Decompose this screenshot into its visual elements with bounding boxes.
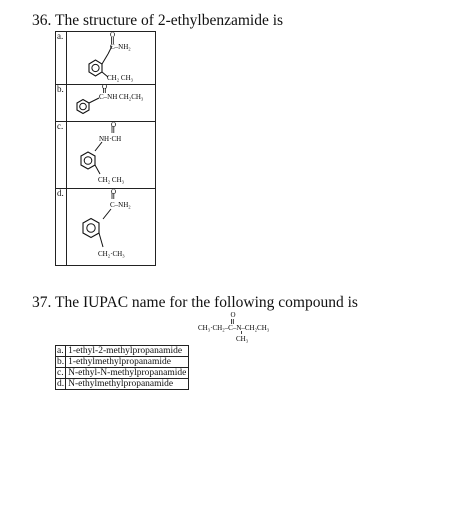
answer-a-row[interactable] (56, 346, 189, 357)
benzene-ring-icon (77, 100, 89, 114)
option-c-letter: c. (56, 122, 67, 189)
amide-group-label: C–NH₂ (110, 201, 131, 209)
question-37-answers-table (55, 345, 189, 390)
amide-group-label: NH·CH (99, 135, 122, 143)
answer-d-letter: d. (57, 379, 65, 389)
answer-b-row[interactable] (56, 357, 189, 368)
option-b-row[interactable] (56, 85, 156, 122)
option-b-structure (67, 85, 156, 122)
option-c-row[interactable] (56, 122, 156, 189)
answer-a-letter: a. (56, 346, 66, 357)
formula-methyl-label: CH₃ (236, 335, 249, 343)
aromatic-circle-icon (84, 157, 92, 165)
carbonyl-oxygen-label: O (111, 122, 117, 129)
ethyl-substituent-label: CH₂·CH₃ (98, 250, 125, 258)
carbonyl-oxygen-label: O (110, 32, 116, 39)
formula-main-label: CH₃·CH₂–C–N–CH₂CH₃ (198, 324, 270, 332)
aromatic-circle-icon (87, 224, 95, 232)
option-d-row[interactable] (56, 189, 156, 266)
question-36-options-table (55, 31, 156, 266)
ethyl-substituent-label: CH₂ CH₃ (107, 74, 134, 82)
answer-b-text: 1-ethylmethylpropanamide (66, 357, 189, 368)
option-b-letter: b. (56, 85, 67, 122)
benzene-ring-icon (81, 152, 95, 169)
carbonyl-oxygen-label: O (102, 85, 108, 91)
amide-group-label: C–NH₂ (110, 43, 131, 51)
option-d-letter: d. (56, 189, 67, 266)
ethyl-substituent-label: CH₂ CH₃ (98, 176, 125, 184)
formula-oxygen-label: O (230, 311, 236, 319)
question-36-title: 36. The structure of 2-ethylbenzamide is (32, 12, 284, 29)
option-a-row[interactable] (56, 32, 156, 85)
answer-d-row[interactable] (56, 379, 189, 390)
answer-a-text: 1-ethyl-2-methylpropanamide (66, 346, 189, 357)
question-37-title: 37. The IUPAC name for the following compound is (32, 294, 358, 311)
option-c-structure (67, 122, 156, 189)
answer-b-letter: b. (57, 357, 65, 367)
option-a-structure (67, 32, 156, 85)
answer-d-text: N-ethylmethylpropanamide (66, 379, 189, 390)
answer-c-text: N-ethyl-N-methylpropanamide (66, 368, 189, 379)
benzene-ring-icon (89, 60, 102, 76)
answer-c-row[interactable] (56, 368, 189, 379)
amide-group-label: C–NH CH₂CH₃ (99, 93, 144, 101)
carbonyl-oxygen-label: O (111, 189, 117, 196)
benzene-ring-icon (83, 219, 99, 238)
option-a-letter: a. (56, 32, 67, 85)
aromatic-circle-icon (80, 103, 87, 110)
answer-c-letter: c. (56, 368, 66, 379)
compound-structure (195, 310, 315, 344)
option-d-structure (67, 189, 156, 266)
aromatic-circle-icon (92, 64, 99, 71)
